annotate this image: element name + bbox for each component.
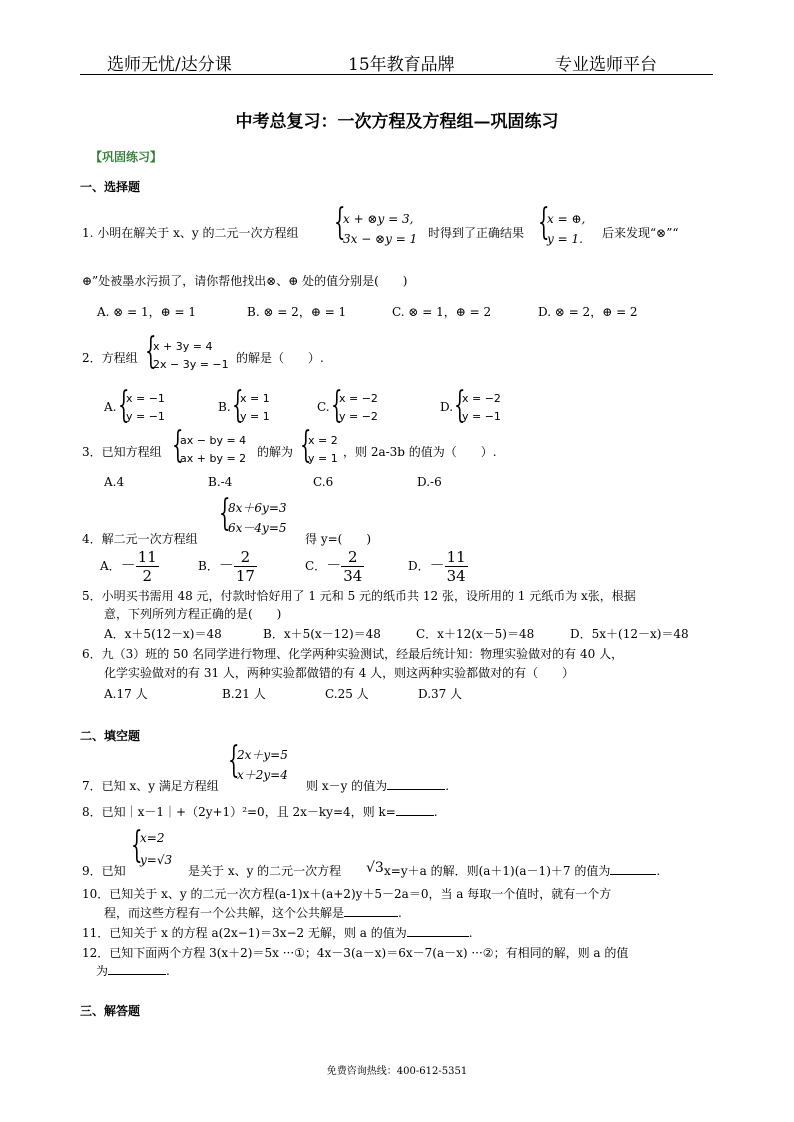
q4-c-num: 2 xyxy=(341,548,364,567)
q11-text: 11．已知关于 x 的方程 a(2x−1)＝3x−2 无解，则 a 的值为 xyxy=(82,926,407,940)
q4-b-label: B． xyxy=(198,559,219,573)
q3-system xyxy=(180,433,246,467)
q1-line2: ⊕”处被墨水污损了，请你帮他找出⊗、⊕ 处的值分别是( ) xyxy=(82,274,408,288)
q4-stem: 4．解二元一次方程组 xyxy=(82,532,198,546)
q3-result xyxy=(308,433,338,467)
q11: 11．已知关于 x 的方程 a(2x−1)＝3x−2 无解，则 a 的值为 . xyxy=(82,926,473,940)
q2-c-y: y = −2 xyxy=(339,410,378,423)
footer-hotline: 免费咨询热线：400-612-5351 xyxy=(326,1066,468,1077)
q1-option-c: C. ⊗ = 1，⊕ = 2 xyxy=(392,305,492,319)
q2-option-d-brace: { xyxy=(454,385,466,426)
q9-answer-blank[interactable] xyxy=(610,874,656,875)
q7-stem: 7．已知 x、y 满足方程组 xyxy=(82,779,219,793)
q1-res2: y = 1. xyxy=(547,232,583,246)
q1-option-b: B. ⊗ = 2，⊕ = 1 xyxy=(247,305,347,319)
q12-line2-text: 为 xyxy=(96,964,109,978)
q2-option-b-label: B. xyxy=(218,400,231,414)
q9-brace: { xyxy=(131,825,143,866)
q2-d-x: x = −2 xyxy=(462,392,501,405)
q1-brace: { xyxy=(334,202,346,243)
q7-post: 则 x－y 的值为 . xyxy=(306,779,450,793)
q12-line1: 12．已知下面两个方程 3(x＋2)＝5x ···①；4x－3(a－x)＝6x－7(a－x) ···②；有相同的解，则 a 的值 xyxy=(82,946,629,960)
q1-res1: x = ⊕, xyxy=(547,212,586,226)
q1-system xyxy=(343,211,417,247)
q5-option-a: A．x＋5(12－x)＝48 xyxy=(104,627,222,641)
q1-option-a: A. ⊗ = 1，⊕ = 1 xyxy=(97,305,197,319)
q1-res-brace: { xyxy=(538,202,550,243)
q4-post: 得 y=( ) xyxy=(305,532,372,546)
q3-res2: y = 1 xyxy=(308,452,338,465)
q4-eq1: 8x＋6y=3 xyxy=(228,501,287,515)
q4-d-num: 11 xyxy=(446,548,466,566)
q3-res-brace: { xyxy=(300,425,312,466)
q3-stem: 3．已知方程组 xyxy=(82,445,162,459)
q1-eq2: 3x − ⊗y = 1 xyxy=(343,232,418,246)
q7-answer-blank[interactable] xyxy=(387,789,445,790)
section-heading-solve: 三、解答题 xyxy=(80,1004,141,1018)
q5-option-d: D．5x＋(12－x)＝48 xyxy=(570,627,689,641)
q4-eq2: 6x－4y=5 xyxy=(228,521,287,535)
q2-option-d xyxy=(462,391,501,425)
header-left: 选师无忧/达分课 xyxy=(107,55,232,75)
q6-option-c: C.25 人 xyxy=(325,687,369,701)
q1-option-d: D. ⊗ = 2，⊕ = 2 xyxy=(538,305,638,319)
q1-post: 后来发现“⊗”“ xyxy=(602,226,679,240)
q9-eq1: x=2 xyxy=(140,831,165,845)
page-title: 中考总复习：一次方程及方程组—巩固练习 xyxy=(235,112,559,132)
q6-option-a: A.17 人 xyxy=(104,687,148,701)
q11-answer-blank[interactable] xyxy=(407,936,469,937)
q10-line2-text: 程，而这些方程有一个公共解，这个公共解是 xyxy=(104,906,345,920)
q2-option-b-brace: { xyxy=(232,385,244,426)
q9-system xyxy=(140,830,172,868)
q7-post-text: 则 x－y 的值为 xyxy=(306,779,388,793)
q2-c-x: x = −2 xyxy=(339,392,378,405)
q2-eq2: 2x − 3y = −1 xyxy=(153,358,229,371)
q3-post: ，则 2a-3b 的值为（ ）. xyxy=(343,445,497,459)
section-heading-choice: 一、选择题 xyxy=(80,180,141,194)
q2-option-a-brace: { xyxy=(118,385,130,426)
q9-post-text: x=y＋a 的解．则(a＋1)(a－1)＋7 的值为 xyxy=(384,864,611,878)
q12-line2: 为 . xyxy=(96,964,170,978)
q8: 8．已知｜x－1｜+（2y+1）²=0，且 2x－ky=4，则 k= . xyxy=(82,805,438,819)
q6-line2: 化学实验做对的有 31 人，两种实验都做错的有 4 人，则这两种实验都做对的有（ ） xyxy=(104,666,575,680)
q4-b-den: 17 xyxy=(235,567,255,585)
q2-b-y: y = 1 xyxy=(240,410,270,423)
q3-option-c: C.6 xyxy=(313,475,334,489)
q6-line1: 6．九（3）班的 50 名同学进行物理、化学两种实验测试，经最后统计知：物理实验做对的有 40 人， xyxy=(82,647,624,661)
section-heading-fill: 二、填空题 xyxy=(80,729,141,743)
q2-b-x: x = 1 xyxy=(240,392,270,405)
q7-eq2: x＋2y=4 xyxy=(237,768,288,782)
q4-option-a: A．－ $\frac{11}{2}$ xyxy=(100,548,157,585)
q6-option-d: D.37 人 xyxy=(418,687,463,701)
q9-mid: 是关于 x、y 的二元一次方程 xyxy=(188,864,342,878)
q1-stem: 1. 小明在解关于 x、y 的二元一次方程组 xyxy=(82,226,299,240)
q2-option-b xyxy=(240,391,270,425)
q2-option-a xyxy=(126,391,165,425)
q4-option-d: D．－ $\frac{11}{34}$ xyxy=(408,548,466,585)
q6-option-b: B.21 人 xyxy=(222,687,266,701)
q12-answer-blank[interactable] xyxy=(108,974,166,975)
q4-option-b: B．－ $\frac{2}{17}$ xyxy=(198,548,255,585)
q2-eq1: x + 3y = 4 xyxy=(153,340,213,353)
q2-d-y: y = −1 xyxy=(462,410,501,423)
q2-system xyxy=(153,339,229,373)
q4-c-den: 34 xyxy=(343,567,363,585)
q4-system xyxy=(228,500,287,536)
q7-eq1: 2x＋y=5 xyxy=(237,748,288,762)
q5-option-b: B．x＋5(x－12)＝48 xyxy=(263,627,381,641)
q8-text: 8．已知｜x－1｜+（2y+1）²=0，且 2x－ky=4，则 k= xyxy=(82,805,396,819)
q9-stem: 9．已知 xyxy=(82,864,126,878)
q3-res1: x = 2 xyxy=(308,434,338,447)
q4-a-den: 2 xyxy=(142,567,152,585)
header-center: 15年教育品牌 xyxy=(348,55,455,75)
q2-option-a-label: A. xyxy=(104,400,117,414)
q2-stem: 2．方程组 xyxy=(82,351,138,365)
q5-line1: 5．小明买书需用 48 元，付款时恰好用了 1 元和 5 元的纸币共 12 张，设所用的 1 元纸币为 x张，根据 xyxy=(82,589,636,603)
q4-option-c: C．－ $\frac{2}{34}$ xyxy=(305,548,363,585)
q2-post: 的解是（ ）. xyxy=(236,351,324,365)
q3-eq1: ax − by = 4 xyxy=(180,434,247,447)
q2-option-c-brace: { xyxy=(331,385,343,426)
q2-option-c xyxy=(339,391,378,425)
q10-line2: 程，而这些方程有一个公共解，这个公共解是 . xyxy=(104,906,402,920)
q5-option-c: C．x＋12(x－5)＝48 xyxy=(416,627,535,641)
q2-option-d-label: D. xyxy=(440,400,454,414)
q3-mid: 的解为 xyxy=(257,445,294,459)
q1-eq1: x + ⊗y = 3, xyxy=(343,212,414,226)
q4-d-label: D． xyxy=(408,559,430,573)
q10-answer-blank[interactable] xyxy=(344,916,398,917)
q7-brace: { xyxy=(228,740,240,781)
q3-option-b: B.-4 xyxy=(208,475,233,489)
q7-system xyxy=(237,747,288,783)
q8-answer-blank[interactable] xyxy=(396,815,434,816)
q3-eq2: ax + by = 2 xyxy=(180,452,247,465)
q4-brace: { xyxy=(219,493,231,534)
q2-option-c-label: C. xyxy=(317,400,330,414)
q4-b-num: 2 xyxy=(234,548,257,567)
q4-a-label: A． xyxy=(100,559,121,573)
q9-post: x=y＋a 的解．则(a＋1)(a－1)＋7 的值为 . xyxy=(384,864,661,878)
q9-eq2: y=√3 xyxy=(140,853,173,867)
q3-option-a: A.4 xyxy=(104,475,125,489)
q4-d-den: 34 xyxy=(446,567,466,585)
section-tag: 【巩固练习】 xyxy=(90,150,163,164)
header-rule xyxy=(80,74,713,75)
q2-brace: { xyxy=(145,331,157,372)
q3-brace: { xyxy=(172,425,184,466)
q9-root: √3 xyxy=(366,860,384,876)
q4-a-num: 11 xyxy=(137,548,157,566)
q5-line2: 意，下列所列方程正确的是( ) xyxy=(104,607,282,621)
q2-a-y: y = −1 xyxy=(126,410,165,423)
q3-option-d: D.-6 xyxy=(417,475,442,489)
q1-result xyxy=(547,211,585,247)
header-right: 专业选师平台 xyxy=(555,55,657,75)
q4-c-label: C． xyxy=(305,559,327,573)
q1-mid: 时得到了正确结果 xyxy=(428,226,525,240)
q10-line1: 10．已知关于 x、y 的二元一次方程(a-1)x＋(a+2)y＋5－2a＝0，当 a 每取一个值时，就有一个方 xyxy=(82,887,612,901)
q2-a-x: x = −1 xyxy=(126,392,165,405)
